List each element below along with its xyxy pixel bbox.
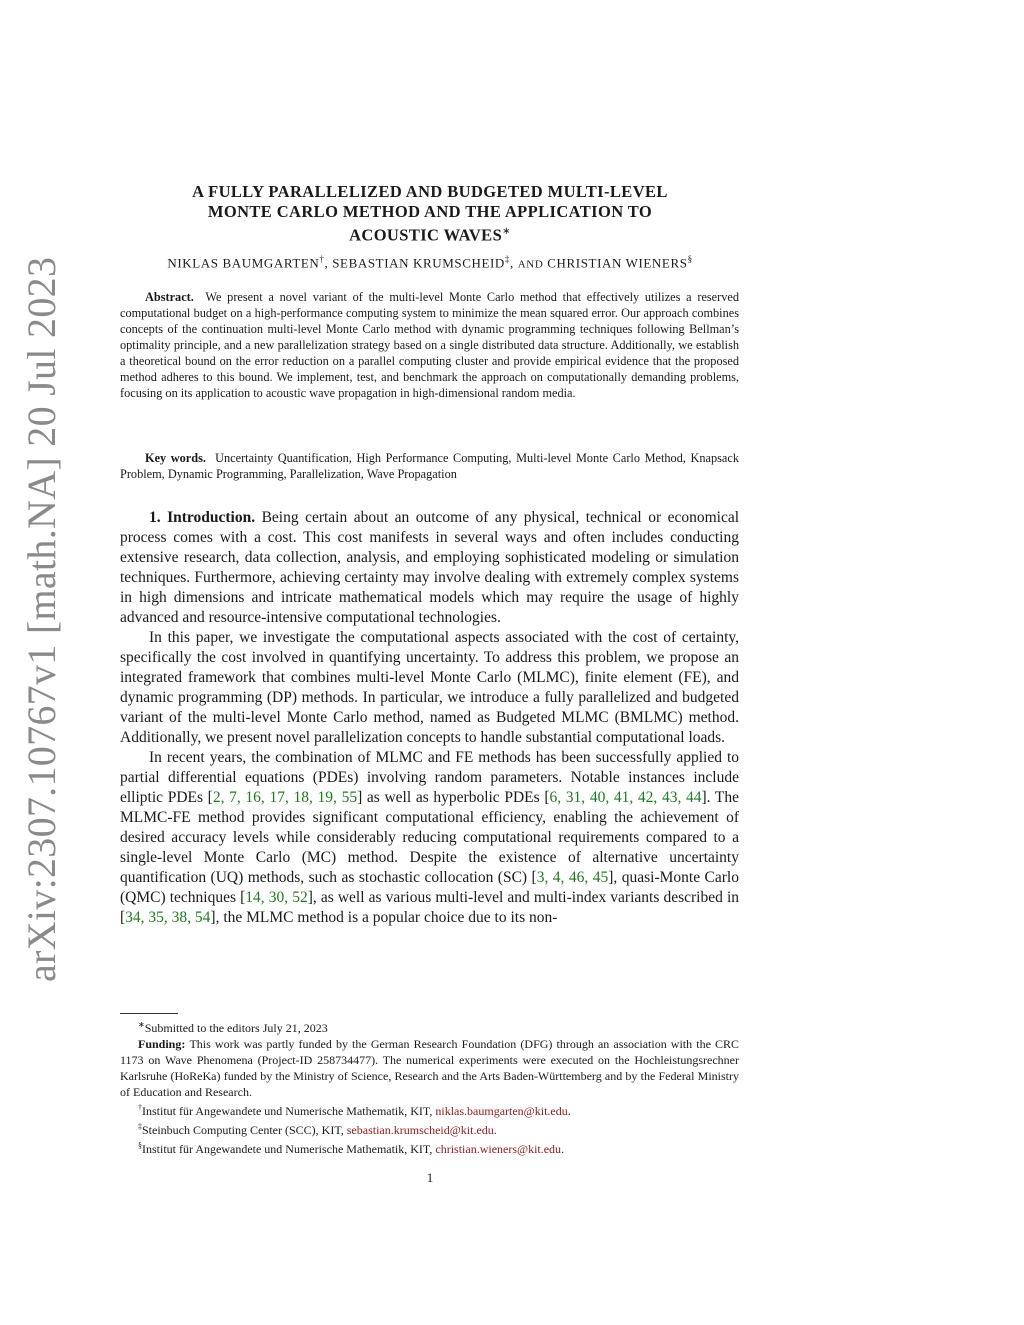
author-mark-3: § <box>687 254 693 264</box>
intro-p3-text-a: In recent years, the combination of MLMC and FE methods has been successfully applied to partial differential equations (PDEs) involving random parameters. Notable instances include elliptic PDEs [ <box>120 749 739 806</box>
citation-multi-index[interactable]: 34, 35, 38, 54 <box>125 909 211 926</box>
keywords-label: Key words. <box>145 451 206 465</box>
footnote-funding <box>120 1036 739 1100</box>
author-krumscheid: SEBASTIAN KRUMSCHEID <box>332 255 505 271</box>
intro-p1-text: Being certain about an outcome of any physical, technical or economical process comes with a cost. This cost manifests in several ways and often includes conducting extensive research, data collection, analysis, and employing sophisticated modeling or simulation techniques. Furthermore, achieving certainty may involve dealing with extremely complex systems in high dimensions and intricate mathematical models which may require the usage of highly advanced and resource-intensive computational technologies. <box>120 509 740 626</box>
title-line-1: A FULLY PARALLELIZED AND BUDGETED MULTI-LEVEL <box>192 182 668 201</box>
title-footnote-mark: ∗ <box>502 226 511 237</box>
footnote-mark-star: ∗ <box>138 1020 145 1029</box>
intro-paragraph-3 <box>120 748 739 928</box>
intro-paragraph-1 <box>120 508 739 628</box>
funding-label: Funding: <box>138 1037 186 1051</box>
section-heading: 1. Introduction. <box>149 509 256 526</box>
footnote-submitted-text: Submitted to the editors July 21, 2023 <box>144 1021 328 1035</box>
intro-p3-text-f: ], the MLMC method is a popular choice due to its non- <box>210 909 558 926</box>
footnote-mark-3: § <box>138 1141 142 1150</box>
title-line-3 <box>120 222 740 246</box>
affiliation-3-text: Institut für Angewandete und Numerische Mathematik, KIT, <box>142 1142 436 1156</box>
email-link-baumgarten[interactable]: niklas.baumgarten@kit.edu <box>435 1104 568 1118</box>
footnote-divider <box>120 1013 178 1014</box>
affiliation-2-period: . <box>493 1123 497 1137</box>
footnote-mark-2: ‡ <box>138 1122 142 1131</box>
footnote-submitted <box>120 1017 739 1036</box>
citation-elliptic[interactable]: 2, 7, 16, 17, 18, 19, 55 <box>212 789 358 806</box>
citation-stochastic-collocation[interactable]: 3, 4, 46, 45 <box>536 869 609 886</box>
title-line-2: MONTE CARLO METHOD AND THE APPLICATION TO <box>207 202 653 221</box>
keywords <box>120 450 739 482</box>
intro-p3-text-d: ], quasi-Monte Carlo (QMC) techniques [ <box>120 869 739 906</box>
affiliation-1-text: Institut für Angewandete und Numerische Mathematik, KIT, <box>142 1104 436 1118</box>
arxiv-identifier-stamp: arXiv:2307.10767v1 [math.NA] 20 Jul 2023 <box>19 256 64 982</box>
title-line-3-text: ACOUSTIC WAVES <box>349 225 503 245</box>
email-link-krumscheid[interactable]: sebastian.krumscheid@kit.edu <box>346 1123 494 1137</box>
paper-title <box>120 182 740 246</box>
footnote-mark-1: † <box>138 1103 142 1112</box>
author-wieners: CHRISTIAN WIENERS <box>547 255 688 271</box>
footnote-affiliation-2 <box>120 1119 739 1138</box>
citation-hyperbolic[interactable]: 6, 31, 40, 41, 42, 43, 44 <box>549 789 702 806</box>
funding-text: This work was partly funded by the German Research Foundation (DFG) through an association with the CRC 1173 on Wave Phenomena (Project-ID 258734477). The numerical experiments were executed on the Hochleistungsrechner Karlsruhe (HoReKa) funded by the Ministry of Science, Research and the Arts Baden-Württemberg and by the Federal Ministry of Education and Research. <box>120 1037 740 1099</box>
page-number: 1 <box>426 1170 434 1185</box>
email-link-wieners[interactable]: christian.wieners@kit.edu <box>435 1142 562 1156</box>
affiliation-3-period: . <box>561 1142 565 1156</box>
abstract <box>120 289 739 401</box>
footnote-affiliation-1 <box>120 1100 739 1119</box>
keywords-text: Uncertainty Quantification, High Performance Computing, Multi-level Monte Carlo Method, Knapsack Problem, Dynamic Programming, Parallelization, Wave Propagation <box>120 451 739 481</box>
intro-p3-text-b: ] as well as hyperbolic PDEs [ <box>357 789 550 806</box>
affiliation-2-text: Steinbuch Computing Center (SCC), KIT, <box>142 1123 347 1137</box>
intro-p3-text-e: ], as well as various multi-level and multi-index variants described in [ <box>120 889 739 926</box>
introduction-section <box>120 508 739 928</box>
author-conjunction: AND <box>517 258 544 271</box>
author-mark-2: ‡ <box>504 254 511 264</box>
intro-p3-text-c: ]. The MLMC-FE method provides significant computational efficiency, enabling the achievement of desired accuracy levels while considerably reducing computational requirements compared to a single-level Monte Carlo (MC) method. Despite the existence of alternative uncertainty quantification (UQ) methods, such as stochastic collocation (SC) [ <box>120 789 740 886</box>
author-mark-1: † <box>319 254 325 264</box>
footnote-affiliation-3 <box>120 1138 739 1157</box>
affiliation-1-period: . <box>567 1104 571 1118</box>
footnotes <box>120 1017 739 1157</box>
author-baumgarten: NIKLAS BAUMGARTEN <box>167 255 320 271</box>
abstract-label: Abstract. <box>145 290 194 304</box>
intro-paragraph-2: In this paper, we investigate the computational aspects associated with the cost of certainty, specifically the cost involved in quantifying uncertainty. To address this problem, we propose an integrated framework that combines multi-level Monte Carlo (MLMC), finite element (FE), and dynamic programming (DP) methods. In particular, we introduce a fully parallelized and budgeted variant of the multi-level Monte Carlo method, named as Budgeted MLMC (BMLMC) method. Additionally, we present novel parallelization concepts to handle substantial computational loads. <box>120 629 739 746</box>
abstract-text: We present a novel variant of the multi-level Monte Carlo method that effectively utilizes a reserved computational budget on a high-performance computing system to minimize the mean squared error. Our approach combines concepts of the continuation multi-level Monte Carlo method with dynamic programming techniques following Bellman’s optimality principle, and a new parallelization strategy based on a single distributed data structure. Additionally, we establish a theoretical bound on the error reduction on a parallel computing cluster and provide empirical evidence that the proposed method adheres to this bound. We implement, test, and benchmark the approach on computationally demanding problems, focusing on its application to acoustic wave propagation in high-dimensional random media. <box>120 290 739 400</box>
citation-qmc[interactable]: 14, 30, 52 <box>245 889 308 906</box>
author-list: NIKLAS BAUMGARTEN†, SEBASTIAN KRUMSCHEID‡, AND CHRISTIAN WIENERS§ <box>167 254 693 271</box>
